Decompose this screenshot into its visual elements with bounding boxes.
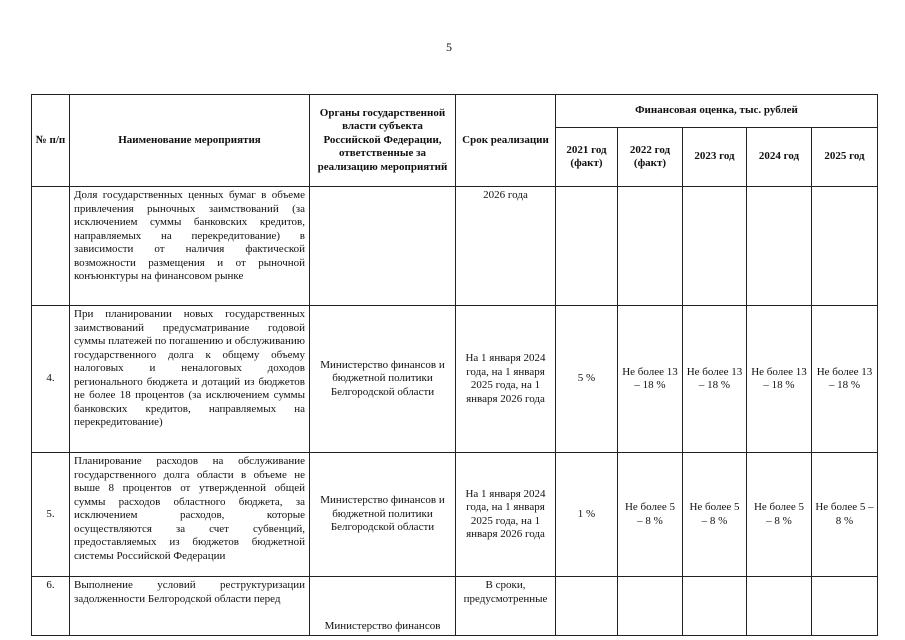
measure-name: При планировании новых государственных заимствований предусматривание годовой суммы платежей по погашению и обслуживанию государственного долга к общему объему налоговых и неналоговых доходов регионального бюджета и дотаций из бюджетов не более 18 процентов (за исключением суммы банковских кредитов, направляемых на перекредитование) xyxy=(70,306,310,453)
value-cell: Не более 5 – 8 % xyxy=(683,453,747,577)
term: На 1 января 2024 года, на 1 января 2025 года, на 1 января 2026 года xyxy=(456,453,556,577)
value-cell: Не более 13 – 18 % xyxy=(683,306,747,453)
row-number: 4. xyxy=(32,306,70,453)
measure-name: Доля государственных ценных бумаг в объеме привлечения рыночных заимствований (за исключением суммы банковских кредитов, направляемых на перекредитование) в зависимости от наличия фактической возможности размещения и от рыночной конъюнктуры на финансовом рынке xyxy=(70,187,310,306)
responsible-org: Министерство финансов и бюджетной политики Белгородской области xyxy=(310,306,456,453)
page-number: 5 xyxy=(446,40,452,54)
responsible-org: Министерство финансов и бюджетной политики Белгородской области xyxy=(310,453,456,577)
value-cell xyxy=(812,577,878,636)
value-cell xyxy=(683,577,747,636)
term: В сроки, предусмотренные xyxy=(456,577,556,636)
value-cell: Не более 5 – 8 % xyxy=(747,453,812,577)
value-cell: Не более 13 – 18 % xyxy=(618,306,683,453)
value-cell xyxy=(618,187,683,306)
header-year: 2022 год (факт) xyxy=(618,128,683,187)
value-cell: 5 % xyxy=(556,306,618,453)
header-year: 2025 год xyxy=(812,128,878,187)
table-row xyxy=(32,306,878,453)
row-number: 6. xyxy=(32,577,70,636)
value-cell xyxy=(747,577,812,636)
value-cell xyxy=(556,577,618,636)
table-row xyxy=(32,577,878,636)
value-cell xyxy=(618,577,683,636)
value-cell: Не более 13 – 18 % xyxy=(812,306,878,453)
header-year: 2023 год xyxy=(683,128,747,187)
table-row xyxy=(32,187,878,306)
responsible-org xyxy=(310,187,456,306)
value-cell xyxy=(556,187,618,306)
value-cell: Не более 5 – 8 % xyxy=(812,453,878,577)
term: 2026 года xyxy=(456,187,556,306)
value-cell xyxy=(683,187,747,306)
measures-table-container xyxy=(31,94,877,636)
table-row xyxy=(32,453,878,577)
value-cell: Не более 5 – 8 % xyxy=(618,453,683,577)
header-name: Наименование мероприятия xyxy=(70,95,310,187)
header-num: № п/п xyxy=(32,95,70,187)
responsible-org: Министерство финансов xyxy=(310,577,456,636)
measure-name: Планирование расходов на обслуживание государственного долга области в объеме не выше 8 процентов от утвержденной общей суммы расходов областного бюджета, за исключением расходов, которые осуществляются за счет субвенций, предоставляемых из бюджетов бюджетной системы Российской Федерации xyxy=(70,453,310,577)
header-finance: Финансовая оценка, тыс. рублей xyxy=(556,95,878,128)
header-row-top xyxy=(32,95,878,128)
value-cell: 1 % xyxy=(556,453,618,577)
header-term: Срок реализации xyxy=(456,95,556,187)
header-org: Органы государственной власти субъекта Российской Федерации, ответственные за реализацию мероприятий xyxy=(310,95,456,187)
value-cell xyxy=(747,187,812,306)
header-year: 2021 год (факт) xyxy=(556,128,618,187)
header-year: 2024 год xyxy=(747,128,812,187)
measures-table xyxy=(31,94,878,636)
row-number: 5. xyxy=(32,453,70,577)
value-cell: Не более 13 – 18 % xyxy=(747,306,812,453)
measure-name: Выполнение условий реструктуризации задолженности Белгородской области перед xyxy=(70,577,310,636)
value-cell xyxy=(812,187,878,306)
row-number xyxy=(32,187,70,306)
term: На 1 января 2024 года, на 1 января 2025 года, на 1 января 2026 года xyxy=(456,306,556,453)
